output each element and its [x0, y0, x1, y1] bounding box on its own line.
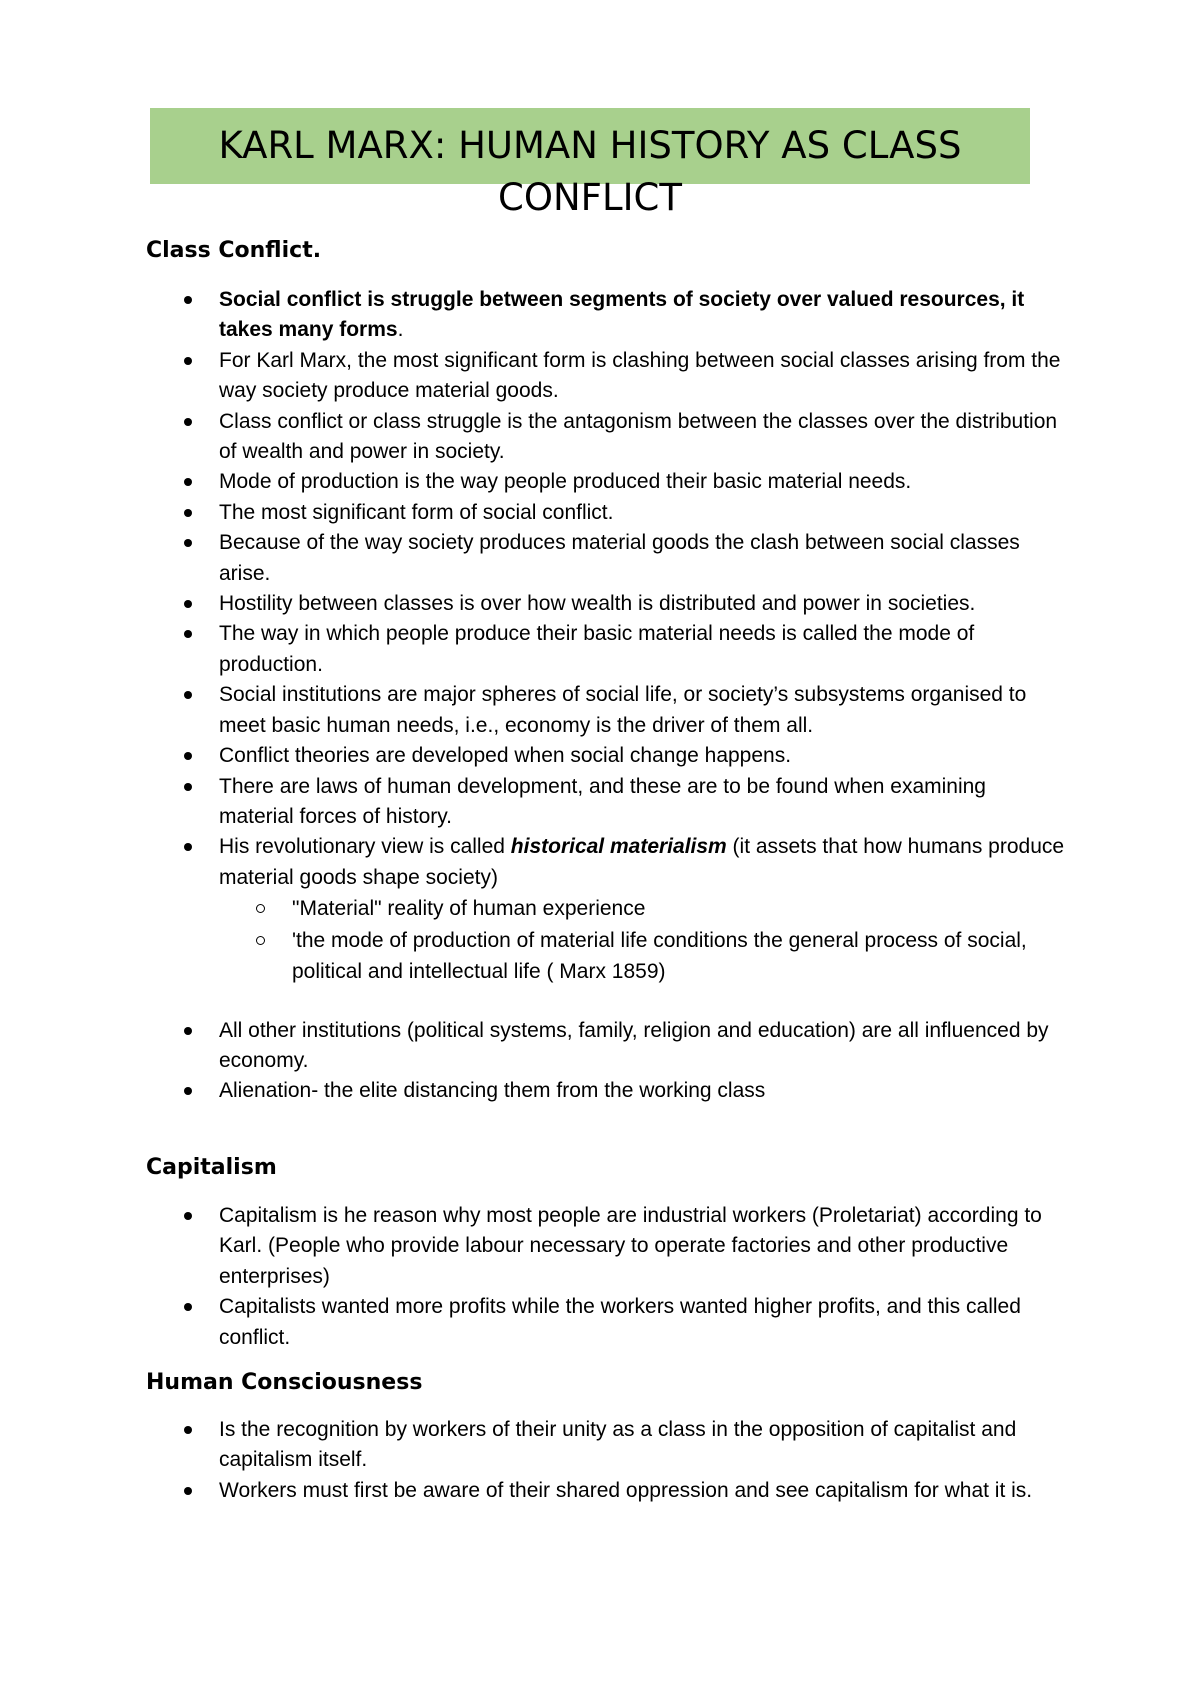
sub-list-item: [219, 925, 1066, 988]
class-conflict-list: [146, 285, 1066, 1107]
bullet-icon: [184, 783, 192, 791]
item-text: All other institutions (political systems, family, religion and education) are all influenced by economy.: [219, 1018, 1049, 1073]
item-text-before: His revolutionary view is called: [219, 835, 511, 859]
item-text: Is the recognition by workers of their unity as a class in the opposition of capitalist and capitalism itself.: [219, 1418, 1017, 1472]
sub-item-text: 'the mode of production of material life conditions the general process of social, political and intellectual life ( Marx 1859): [292, 928, 1027, 984]
list-item: [146, 1476, 1066, 1506]
item-text: Mode of production is the way people produced their basic material needs.: [219, 470, 912, 494]
list-item: [146, 680, 1066, 741]
list-item: [146, 619, 1066, 680]
item-text: Capitalism is he reason why most people are industrial workers (Proletariat) according to Karl. (People who provide labour necessary to operate factories and other productive enterprises): [219, 1204, 1042, 1288]
document-title: KARL MARX: HUMAN HISTORY AS CLASS CONFLICT: [218, 124, 962, 219]
bullet-icon: [184, 357, 192, 365]
item-text: Class conflict or class struggle is the antagonism between the classes over the distribution of wealth and power in society.: [219, 409, 1058, 464]
section-heading-human-consciousness: Human Consciousness: [146, 1370, 423, 1395]
list-item: [146, 467, 1066, 497]
list-item: [146, 772, 1066, 833]
bullet-icon: [184, 630, 192, 638]
bold-statement: Social conflict is struggle between segments of society over valued resources, it takes many forms: [219, 288, 1025, 342]
item-text: Hostility between classes is over how wealth is distributed and power in societies.: [219, 592, 976, 616]
bullet-icon: [184, 691, 192, 699]
bullet-icon: [184, 1212, 192, 1220]
bullet-icon: [184, 539, 192, 547]
capitalism-list: [146, 1201, 1066, 1353]
human-consciousness-list: [146, 1415, 1066, 1506]
list-item: [146, 589, 1066, 619]
list-item: [146, 1201, 1066, 1292]
bullet-icon: [184, 296, 192, 304]
bullet-icon: [184, 418, 192, 426]
bullet-icon: [184, 600, 192, 608]
title-banner: [150, 108, 1030, 219]
list-item: [146, 407, 1066, 468]
item-text: Alienation- the elite distancing them from the working class: [219, 1079, 766, 1103]
list-item: [146, 498, 1066, 528]
list-item: [146, 346, 1066, 407]
bullet-icon: [184, 478, 192, 486]
section-heading-class-conflict: Class Conflict.: [146, 238, 322, 263]
list-item: [146, 528, 1066, 589]
bullet-icon: [184, 1027, 192, 1035]
section-heading-capitalism: Capitalism: [146, 1155, 277, 1180]
item-text: There are laws of human development, and these are to be found when examining material forces of history.: [219, 774, 986, 828]
item-text: The most significant form of social conflict.: [219, 500, 614, 524]
historical-materialism-term: historical materialism: [510, 835, 727, 859]
bullet-icon: [184, 1303, 192, 1311]
sub-list-item: [219, 893, 1066, 925]
bullet-icon: [184, 509, 192, 517]
item-text: Workers must first be aware of their shared oppression and see capitalism for what it is.: [219, 1478, 1033, 1502]
item-text: Capitalists wanted more profits while the workers wanted higher profits, and this called conflict.: [219, 1295, 1021, 1349]
bullet-icon: [184, 1487, 192, 1495]
hollow-bullet-icon: [256, 936, 265, 945]
list-item: [146, 832, 1066, 1015]
item-text: Conflict theories are developed when social change happens.: [219, 744, 792, 768]
spacer: [219, 988, 1066, 1016]
item-text: The way in which people produce their basic material needs is called the mode of production.: [219, 622, 975, 676]
bullet-icon: [184, 752, 192, 760]
list-item: [146, 741, 1066, 771]
item-text: For Karl Marx, the most significant form is clashing between social classes arising from the way society produce material goods.: [219, 348, 1061, 403]
list-item: [146, 1415, 1066, 1476]
list-item: [146, 1292, 1066, 1353]
hollow-bullet-icon: [256, 904, 265, 913]
item-suffix: .: [397, 318, 404, 342]
item-text: Because of the way society produces material goods the clash between social classes arise.: [219, 531, 1020, 585]
item-text-after: (it assets that how humans produce material goods shape society): [219, 835, 1065, 889]
bullet-icon: [184, 843, 192, 851]
bullet-icon: [184, 1426, 192, 1434]
sub-item-text: "Material" reality of human experience: [292, 897, 646, 921]
item-text: Social institutions are major spheres of social life, or society’s subsystems organised to meet basic human needs, i.e., economy is the driver of them all.: [219, 683, 1027, 737]
bullet-icon: [184, 1087, 192, 1095]
list-item: [146, 285, 1066, 346]
list-item: [146, 1016, 1066, 1077]
sub-list: [219, 893, 1066, 988]
list-item: [146, 1076, 1066, 1106]
